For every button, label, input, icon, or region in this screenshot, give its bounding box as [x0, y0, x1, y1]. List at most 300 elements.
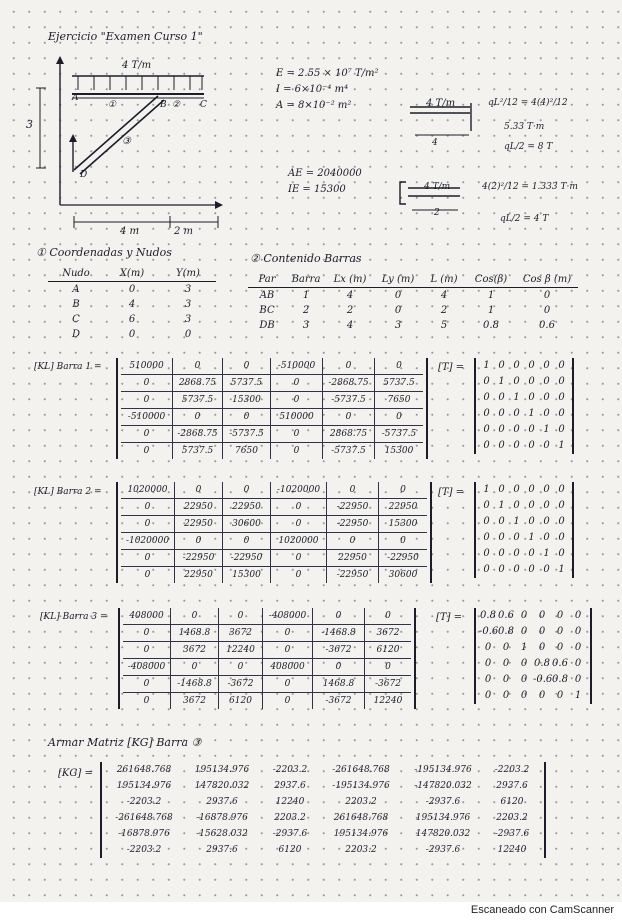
kl3-cell: 0: [219, 659, 263, 676]
cell: 0.8: [483, 320, 499, 331]
kl3-cell: -3672: [365, 676, 411, 693]
cell: A: [72, 284, 80, 295]
kl2-cell: 15300: [223, 567, 271, 583]
cell: DB: [259, 320, 275, 331]
kg-cell: -2937.6: [425, 845, 461, 855]
t1-cell: 0: [558, 424, 565, 435]
kl3-cell: 12240: [373, 696, 403, 706]
t1-cell: 0: [498, 360, 505, 371]
t3-cell: 0: [502, 642, 510, 653]
kg-cell: 195134.976: [194, 765, 250, 775]
kl2-cell: 22950: [175, 499, 223, 516]
bars-header: Par: [248, 272, 286, 288]
kl3-cell: 0: [263, 625, 313, 642]
bars-header: Ly (m): [374, 272, 422, 288]
kl2-cell: 22950: [175, 516, 223, 533]
kl1-cell: 0: [121, 443, 173, 459]
table-row: [48, 312, 216, 327]
t3-cell: 0.6: [498, 610, 514, 621]
bars-heading: ② Contenido Barras: [250, 252, 362, 265]
kl1-cell: 5737.5: [223, 375, 271, 392]
cell: 0: [543, 305, 551, 316]
t1-cell: 0: [543, 440, 550, 451]
cell: 1: [487, 305, 495, 316]
kl3-cell: -1468.8: [313, 625, 365, 642]
dim-2-label: 2 m: [174, 226, 194, 237]
prop-e: E = 2.55 × 10⁷ T/m²: [276, 68, 379, 79]
kl3-cell: 1468.8: [313, 676, 365, 693]
bars-header: Lx (m): [326, 272, 374, 288]
bars-header: Cos(β): [466, 272, 516, 288]
kg-cell: -261648.768: [115, 813, 173, 823]
kl2-cell: 0: [175, 533, 223, 550]
t3-cell: 0.8: [498, 626, 514, 637]
t3-cell: 0.6: [552, 658, 568, 669]
kl1-cell: 0: [271, 375, 323, 392]
t1-cell: 1: [483, 360, 490, 371]
kg-cell: 2937.6: [206, 845, 238, 855]
kl2-matrix: [116, 482, 432, 583]
kl1-cell: 0: [223, 409, 271, 426]
footer-text: Escaneado con CamScanner: [470, 904, 614, 916]
t3-cell: 0: [484, 674, 492, 685]
t2-cell: 1: [498, 500, 505, 511]
t1-matrix: [474, 358, 574, 454]
kg-cell: -2203.2: [272, 765, 308, 775]
kl2-cell: -22950: [327, 567, 379, 583]
t3-cell: 0: [574, 674, 582, 685]
kg-cell: -195134.976: [332, 781, 390, 791]
kl1-cell: 7650: [223, 443, 271, 459]
kl2-cell: 1020000: [121, 482, 175, 499]
cell: 0.6: [539, 320, 555, 331]
kl2-cell: -1020000: [271, 482, 327, 499]
table-row: [248, 288, 578, 304]
kl2-cell: 0: [121, 516, 175, 533]
kl1-cell: -5737.5: [323, 392, 375, 409]
t1-cell: 0: [528, 376, 535, 387]
t3-matrix: [474, 608, 592, 704]
t2-cell: 0: [558, 548, 565, 559]
kl2-label: [KL] Barra 2 =: [34, 487, 102, 497]
kg-cell: 2203.2: [496, 813, 528, 823]
kg-cell: 147820.032: [415, 829, 471, 839]
t2-cell: 0: [498, 548, 505, 559]
member-3-label: ③: [122, 136, 131, 147]
t1-cell: 0: [513, 376, 520, 387]
t2-cell: 1: [543, 548, 550, 559]
cell: 0: [543, 290, 551, 301]
t3-cell: 0: [538, 626, 546, 637]
t3-cell: 0: [484, 690, 492, 701]
t1-cell: 0: [558, 360, 565, 371]
kg-cell: 195134.976: [333, 829, 389, 839]
t3-cell: 0: [556, 626, 564, 637]
kl1-cell: 0: [323, 409, 375, 426]
kg-cell: 261648.768: [116, 765, 172, 775]
kl2-cell: -22950: [223, 550, 271, 567]
t3-cell: 0: [538, 690, 546, 701]
cell: B: [72, 299, 80, 310]
page-title: Ejercicio "Examen Curso 1": [48, 30, 203, 43]
table-row: [48, 282, 216, 298]
kl2-cell: -22950: [327, 499, 379, 516]
t3-cell: 0: [520, 626, 528, 637]
t3-cell: 0: [538, 642, 546, 653]
kg-cell: 195134.976: [116, 781, 172, 791]
cell: 2: [302, 305, 310, 316]
kl2-cell: 1020000: [271, 533, 327, 550]
t2-cell: 0: [483, 516, 490, 527]
kl2-cell: 22950: [223, 499, 271, 516]
kl1-cell: -510000: [271, 358, 323, 375]
kl2-cell: 0: [223, 533, 271, 550]
kl3-cell: 0: [123, 642, 171, 659]
fe1-span: 4: [432, 138, 438, 148]
t2-cell: 0: [558, 532, 565, 543]
cell: BC: [259, 305, 275, 316]
kg-cell: 261648.768: [333, 813, 389, 823]
prop-ie: IE = 15300: [288, 184, 346, 195]
dim-1-label: 4 m: [120, 226, 140, 237]
kl2-cell: 0: [271, 567, 327, 583]
kl2-cell: 0: [271, 499, 327, 516]
kg-heading: Armar Matriz [KG] Barra ③: [48, 736, 202, 749]
t2-cell: 0: [483, 500, 490, 511]
prop-a: A = 8×10⁻² m²: [276, 100, 352, 111]
t3-cell: 1: [520, 642, 528, 653]
t3-label: [T] =: [436, 612, 463, 623]
t1-cell: 0: [483, 424, 490, 435]
coords-heading: ① Coordenadas y Nudos: [36, 246, 172, 259]
t1-cell: 1: [513, 392, 520, 403]
t2-cell: 0: [498, 516, 505, 527]
t2-cell: 0: [528, 500, 535, 511]
cell: D: [71, 329, 81, 340]
t1-cell: 0: [483, 440, 490, 451]
t1-cell: 0: [513, 440, 520, 451]
kl1-cell: -2868.75: [173, 426, 223, 443]
kl3-cell: -408000: [263, 608, 313, 625]
t2-cell: 0: [498, 484, 505, 495]
kg-cell: 6120: [500, 797, 524, 807]
structure-diagram: [18, 50, 233, 245]
kl2-cell: 22950: [175, 567, 223, 583]
fe2-moment: 4(2)²/12 = 1.333 T·m: [482, 182, 578, 192]
kl2-cell: 0: [121, 499, 175, 516]
t3-cell: 0: [520, 690, 528, 701]
kl3-cell: 408000: [123, 608, 171, 625]
kl1-cell: 0: [271, 443, 323, 459]
cell: 4: [346, 290, 354, 301]
t2-cell: 0: [513, 564, 520, 575]
kl3-cell: 0: [219, 608, 263, 625]
cell: 2: [440, 305, 448, 316]
kl1-cell: 2868.75: [323, 426, 375, 443]
kl3-cell: -1468.8: [171, 676, 219, 693]
kl3-cell: 0: [171, 659, 219, 676]
kl1-cell: -5737.5: [323, 443, 375, 459]
table-row: [48, 297, 216, 312]
t2-cell: 0: [543, 532, 550, 543]
kl2-cell: 0: [327, 533, 379, 550]
t3-cell: 0: [520, 674, 528, 685]
t2-cell: 0: [513, 484, 520, 495]
cell: AB: [259, 290, 275, 301]
t2-cell: 0: [528, 548, 535, 559]
t2-cell: 0: [528, 564, 535, 575]
kg-cell: -147820.032: [414, 781, 472, 791]
fe2-shear: qL/2 = 4 T: [500, 214, 549, 224]
t3-cell: 0: [556, 642, 564, 653]
kg-cell: 2203.2: [274, 813, 306, 823]
kl3-cell: 12240: [219, 642, 263, 659]
kl3-cell: 3672: [365, 625, 411, 642]
kl3-cell: -408000: [123, 659, 171, 676]
t1-cell: 0: [528, 392, 535, 403]
t2-cell: 0: [513, 548, 520, 559]
cell: 3: [184, 314, 192, 325]
t2-cell: 0: [513, 500, 520, 511]
kg-cell: -261648.768: [332, 765, 390, 775]
kg-cell: -2203.2: [494, 765, 530, 775]
t2-cell: 1: [528, 532, 535, 543]
fe1-shear: qL/2 = 8 T: [504, 142, 553, 152]
bars-header: Cos β (m): [516, 272, 578, 288]
t3-cell: 0: [520, 610, 528, 621]
kl2-cell: 0: [121, 567, 175, 583]
cell: 0: [184, 329, 192, 340]
t3-cell: 0: [538, 610, 546, 621]
t3-cell: -0.6: [479, 626, 499, 637]
kl1-cell: -5737.5: [375, 426, 423, 443]
t2-cell: 0: [558, 516, 565, 527]
kl1-cell: 5737.5: [375, 375, 423, 392]
t1-cell: 0: [513, 360, 520, 371]
t2-cell: 0: [513, 532, 520, 543]
kg-cell: 2203.2: [345, 797, 377, 807]
kl3-cell: -3672: [219, 676, 263, 693]
t1-cell: 0: [483, 408, 490, 419]
t2-cell: 1: [513, 516, 520, 527]
t1-cell: 0: [483, 392, 490, 403]
t2-cell: 0: [528, 516, 535, 527]
kg-cell: 12240: [275, 797, 305, 807]
t1-cell: 0: [513, 424, 520, 435]
table-row: [48, 327, 216, 342]
t3-cell: 0: [502, 658, 510, 669]
kl1-cell: 15300: [223, 392, 271, 409]
t3-cell: 0: [520, 658, 528, 669]
kl3-matrix: [118, 608, 416, 709]
t3-cell: 0: [556, 690, 564, 701]
kl1-cell: 5737.5: [173, 392, 223, 409]
cell: 0: [128, 329, 136, 340]
kl1-cell: 0: [121, 392, 173, 409]
kl1-cell: -2868.75: [323, 375, 375, 392]
t2-cell: 0: [498, 532, 505, 543]
node-b-label: B: [160, 100, 167, 110]
node-c-label: C: [200, 100, 207, 110]
kl2-cell: 30600: [388, 570, 418, 580]
t3-cell: 1: [574, 690, 582, 701]
kl1-cell: 0: [173, 409, 223, 426]
t3-cell: 0.8: [480, 610, 496, 621]
t3-cell: 0.8: [534, 658, 550, 669]
kl1-cell: 0: [375, 409, 423, 426]
t2-label: [T] =: [438, 487, 465, 498]
kg-cell: 6120: [278, 845, 302, 855]
bars-header: Barra: [286, 272, 326, 288]
kl3-cell: 3672: [219, 625, 263, 642]
t1-cell: 1: [543, 424, 550, 435]
kg-cell: 195134.976: [415, 813, 471, 823]
cell: 3: [184, 284, 192, 295]
node-d-label: D: [80, 170, 88, 180]
table-row: [248, 318, 578, 333]
kl2-cell: -1020000: [121, 533, 175, 550]
kl1-cell: 0: [375, 358, 423, 375]
kl3-cell: -3672: [313, 693, 365, 709]
kl2-cell: 30600: [223, 516, 271, 533]
kg-cell: 2203.2: [345, 845, 377, 855]
bars-table: [248, 272, 578, 333]
t1-cell: 0: [528, 424, 535, 435]
kl3-cell: 0: [263, 642, 313, 659]
t1-cell: 1: [558, 440, 565, 451]
kl2-cell: 22950: [379, 499, 427, 516]
cell: 1: [487, 290, 495, 301]
load-label: 4 T/m: [122, 60, 152, 71]
kg-cell: 12240: [497, 845, 527, 855]
cell: 4: [346, 320, 354, 331]
kl3-cell: 0: [171, 608, 219, 625]
kl1-cell: -5737.5: [223, 426, 271, 443]
prop-i: I = 6×10⁻⁴ m⁴: [276, 84, 349, 95]
coords-header: Nudo: [48, 266, 104, 282]
cell: 2: [346, 305, 354, 316]
fe1-load: 4 T/m: [426, 98, 456, 109]
kl1-cell: 0: [271, 392, 323, 409]
t2-cell: 0: [528, 484, 535, 495]
t3-cell: 0: [574, 626, 582, 637]
kl3-label: [KL] Barra 3 =: [40, 612, 108, 622]
kl1-cell: 0: [271, 426, 323, 443]
t3-cell: 0: [502, 690, 510, 701]
kl1-cell: 0: [223, 358, 271, 375]
kl1-cell: 5737.5: [173, 443, 223, 459]
t1-cell: 0: [483, 376, 490, 387]
t1-cell: 0: [528, 440, 535, 451]
t2-cell: 0: [558, 500, 565, 511]
t1-cell: 0: [513, 408, 520, 419]
kg-cell: 2937.6: [496, 781, 528, 791]
kg-cell: -16878.976: [196, 813, 248, 823]
t1-label: [T] =: [438, 362, 465, 373]
kl3-cell: 1468.8: [171, 625, 219, 642]
cell: 4: [440, 290, 448, 301]
kl3-cell: 6120: [219, 693, 263, 709]
cell: 1: [302, 290, 310, 301]
t1-cell: 0: [498, 408, 505, 419]
kl2-cell: 0: [379, 482, 427, 499]
kl1-cell: 510000: [121, 358, 173, 375]
kl2-cell: 15300: [379, 516, 427, 533]
kl2-cell: 0: [379, 533, 427, 550]
t1-cell: 0: [558, 392, 565, 403]
t2-cell: 0: [483, 564, 490, 575]
t2-cell: 0: [543, 564, 550, 575]
coords-header: Y(m): [160, 266, 216, 282]
kg-cell: -2203.2: [126, 797, 162, 807]
kl3-cell: 408000: [263, 659, 313, 676]
t2-cell: 1: [558, 564, 565, 575]
t2-matrix: [474, 482, 574, 578]
kl3-cell: 0: [263, 693, 313, 709]
kg-matrix: [100, 762, 546, 858]
kl1-cell: 0: [121, 426, 173, 443]
bars-header: L (m): [422, 272, 466, 288]
kl3-cell: 0: [123, 625, 171, 642]
kl2-cell: 0: [121, 550, 175, 567]
t1-cell: 0: [558, 376, 565, 387]
kg-cell: -15628.032: [196, 829, 248, 839]
t1-cell: 0: [498, 424, 505, 435]
kg-cell: -2937.6: [425, 797, 461, 807]
table-row: [248, 303, 578, 318]
cell: 3: [184, 299, 192, 310]
member-2-label: ②: [172, 100, 181, 110]
kl2-cell: 0: [327, 482, 379, 499]
kl3-cell: 3672: [171, 642, 219, 659]
kg-cell: -2203.2: [126, 845, 162, 855]
kg-cell: -195134.976: [414, 765, 472, 775]
t3-cell: 0: [502, 674, 510, 685]
kl1-cell: 0: [173, 358, 223, 375]
t2-cell: 0: [543, 484, 550, 495]
kg-cell: -16878.976: [118, 829, 170, 839]
coords-table: [48, 266, 216, 342]
t2-cell: 0: [543, 500, 550, 511]
node-a-label: A: [72, 93, 79, 103]
coords-header: X(m): [104, 266, 160, 282]
member-1-label: ①: [108, 100, 117, 110]
kl3-cell: 0: [313, 608, 365, 625]
height-label: 3: [26, 118, 33, 131]
kl1-cell: 2868.75: [173, 375, 223, 392]
fe2-span: 2: [434, 208, 440, 218]
kg-cell: 2937.6: [274, 781, 306, 791]
cell: 4: [128, 299, 136, 310]
cell: 0: [394, 290, 402, 301]
kl1-cell: 0: [121, 375, 173, 392]
kl1-cell: 510000: [271, 409, 323, 426]
kl3-cell: 0: [263, 676, 313, 693]
t1-cell: 0: [543, 376, 550, 387]
t2-cell: 1: [483, 484, 490, 495]
kl3-cell: 0: [313, 659, 365, 676]
t3-cell: 0: [574, 610, 582, 621]
t1-cell: 1: [528, 408, 535, 419]
kl1-label: [KL] Barra 1 =: [34, 362, 102, 372]
kl3-cell: 3672: [171, 693, 219, 709]
t1-cell: 0: [543, 408, 550, 419]
kl1-cell: 7650: [375, 392, 423, 409]
kl3-cell: 0: [123, 676, 171, 693]
cell: 0: [128, 284, 136, 295]
prop-ae: AE = 2040000: [288, 168, 362, 179]
cell: 5: [440, 320, 448, 331]
